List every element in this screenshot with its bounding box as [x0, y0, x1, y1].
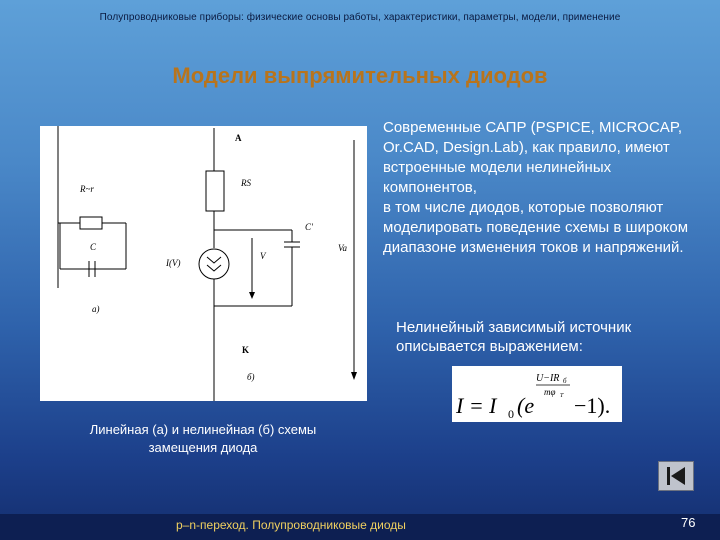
formula-open: (e	[517, 393, 535, 418]
label-a: a)	[92, 304, 100, 314]
skip-back-icon	[659, 462, 693, 490]
formula-exp-num: U−IR	[536, 373, 560, 384]
label-rs: RS	[241, 178, 251, 188]
caption-line-2: замещения диода	[148, 440, 258, 455]
description-paragraph-1b: в том числе диодов, которые позволяют моделировать поведение схемы в широком диапазоне изменения токов и напряжений.	[383, 199, 689, 256]
description-text	[383, 118, 703, 258]
formula-close: −1).	[574, 393, 611, 418]
label-b: б)	[247, 372, 255, 382]
equivalent-circuit-diagram	[40, 126, 367, 401]
source-description-text: Нелинейный зависимый источник описывается выражением:	[396, 319, 632, 355]
label-r: R~r	[80, 184, 94, 194]
slide-title: Модели выпрямительных диодов	[172, 63, 548, 88]
page-number: 76	[681, 515, 696, 530]
label-iv: I(V)	[166, 258, 181, 268]
caption-line-1: Линейная (а) и нелинейная (б) схемы	[89, 422, 317, 437]
circuit-b	[165, 128, 357, 401]
label-va: Va	[338, 243, 347, 253]
diode-equation	[452, 366, 622, 422]
presentation-header: Полупроводниковые приборы: физические основы работы, характеристики, параметры, модели, применение	[99, 12, 621, 23]
label-c: C	[90, 242, 97, 252]
formula-exp-den: mφ	[544, 387, 556, 397]
circuit-a	[58, 126, 126, 314]
formula-lhs: I = I	[456, 393, 497, 418]
footer-text: p–n-переход. Полупроводниковые диоды	[176, 518, 406, 532]
diagram-caption	[40, 421, 366, 457]
formula-exp-den-sub: T	[560, 393, 564, 399]
formula-sub0: 0	[508, 407, 514, 421]
formula-exp-sub: б	[563, 377, 567, 385]
label-c-prime: C'	[305, 222, 313, 232]
label-v: V	[260, 251, 266, 261]
label-a-node: A	[235, 133, 242, 143]
description-paragraph-1: Современные САПР (PSPICE, MICROCAP, Or.CAD, Design.Lab), как правило, имеют встроенные модели нелинейных компонентов,	[383, 119, 683, 196]
label-k-node: K	[242, 345, 250, 355]
back-to-start-button[interactable]	[658, 461, 694, 491]
